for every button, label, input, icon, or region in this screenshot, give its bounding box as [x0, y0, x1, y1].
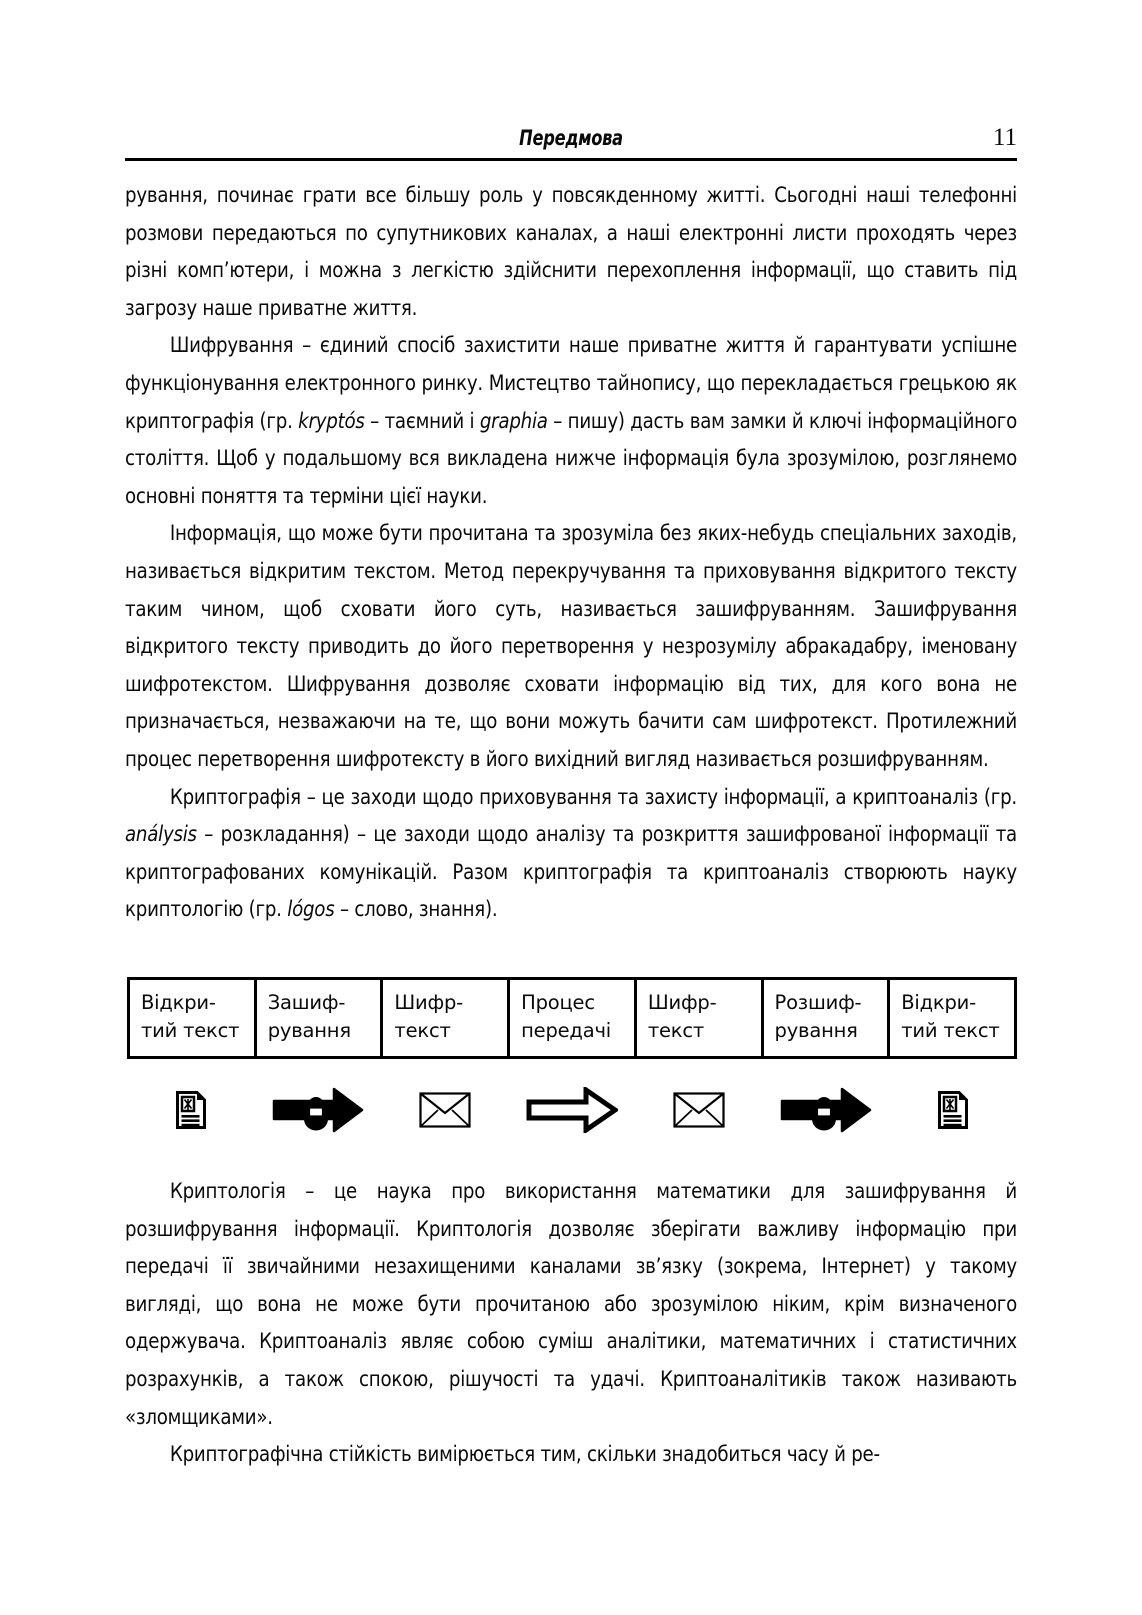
- flow-cell-7: [889, 979, 1016, 1058]
- lock-arrow-icon: [254, 1071, 381, 1149]
- document-icon: [890, 1071, 1017, 1149]
- flow-cell-label-line1: Розшиф-: [774, 991, 862, 1014]
- flow-cell-2: [255, 979, 382, 1058]
- flow-cell-label-line2: рування: [267, 1019, 351, 1042]
- flow-label-table: [127, 977, 1017, 1059]
- foreign-term: análysis: [125, 821, 197, 847]
- flow-cell-1: [129, 979, 256, 1058]
- document-icon: [127, 1071, 254, 1149]
- paragraph: Криптографічна стійкість вимірюється тим, скільки знадобиться часу й ре-: [169, 1441, 880, 1467]
- flow-cell-label-line2: передачі: [521, 1019, 612, 1042]
- flow-cell-label-line1: Відкри-: [901, 991, 976, 1014]
- flow-cell-label-line1: Зашиф-: [267, 991, 346, 1014]
- encryption-flow-diagram: [127, 977, 1017, 1149]
- arrow-right-icon: [508, 1071, 635, 1149]
- flow-cell-label-line2: текст: [647, 1019, 705, 1042]
- flow-cell-label-line1: Шифр-: [647, 991, 717, 1014]
- flow-icon-row: [127, 1071, 1017, 1149]
- envelope-icon: [381, 1071, 508, 1149]
- table-row: [129, 979, 1016, 1058]
- foreign-term: graphia: [479, 407, 548, 433]
- flow-cell-5: [635, 979, 762, 1058]
- flow-cell-label-line1: Відкри-: [141, 991, 216, 1014]
- envelope-icon: [636, 1071, 763, 1149]
- body-text-lower: [125, 1172, 1017, 1473]
- flow-cell-3: [382, 979, 509, 1058]
- flow-cell-label-line2: рування: [774, 1019, 858, 1042]
- flow-cell-label-line2: тий текст: [141, 1019, 240, 1042]
- paragraph: Криптологія – це наука про використання математики для зашифрування й розшифрування інформації. Криптологія дозволяє зберігати важливу інформацію при передачі її звичайними незахищеними каналами зв’язку (зокрема, Інтернет) у такому вигляді, що вона не може бути прочитаною або зрозумілою ніким, крім визначеного одержувача. Криптоаналіз являє собою суміш аналітики, математичних і статистичних розрахунків, а також спокою, рішучості та удачі. Криптоаналітиків також називають «зломщиками».: [125, 1178, 1017, 1429]
- flow-cell-label-line2: текст: [394, 1019, 451, 1042]
- flow-cell-label-line1: Шифр-: [394, 991, 464, 1014]
- paragraph: рування, починає грати все більшу роль у повсякденному житті. Сьогодні наші телефонні розмови передаються по супутникових каналах, а наші електронні листи проходять через різні комп’ютери, і можна з легкістю здійснити перехоплення інформації, що ставить під загрозу наше приватне життя.: [125, 182, 1017, 320]
- header-divider: [125, 158, 1017, 161]
- paragraph: Шифрування – єдиний спосіб захистити наше приватне життя й гарантувати успішне функціонування електронного ринку. Мистецтво тайнопису, що перекладається грецькою як криптографія (гр. kryptós – таємний і graphia – пишу) дасть вам замки й ключі інформаційного століття. Щоб у подальшому вся викладена нижче інформація була зрозумілою, розглянемо основні поняття та терміни цієї науки.: [125, 332, 1017, 508]
- flow-cell-4: [509, 979, 636, 1058]
- foreign-term: kryptós: [298, 407, 365, 433]
- flow-cell-6: [762, 979, 889, 1058]
- flow-cell-label-line2: тий текст: [901, 1019, 1000, 1042]
- foreign-term: lógos: [287, 896, 335, 922]
- lock-arrow-icon: [763, 1071, 890, 1149]
- flow-cell-label-line1: Процес: [521, 991, 595, 1014]
- paragraph: Інформація, що може бути прочитана та зрозуміла без яких-небудь спеціальних заходів, називається відкритим текстом. Метод перекручування та приховування відкритого тексту таким чином, щоб сховати його суть, називається зашифруванням. Зашифрування відкритого тексту приводить до його перетворення у незрозумілу абракадабру, іменовану шифротекстом. Шифрування дозволяє сховати інформацію від тих, для кого вона не призначається, незважаючи на те, що вони можуть бачити сам шифротекст. Протилежний процес перетворення шифротексту в його вихідний вигляд називається розшифруванням.: [125, 520, 1017, 771]
- paragraph: Криптографія – це заходи щодо приховування та захисту інформації, а криптоаналіз (гр. análysis – розкладання) – це заходи щодо аналізу та розкриття зашифрованої інформації та криптографованих комунікацій. Разом криптографія та криптоаналіз створюють науку криптологію (гр. lógos – слово, знання).: [125, 783, 1017, 922]
- page-number: 11: [992, 124, 1017, 151]
- running-head-title: Передмова: [519, 126, 623, 150]
- running-head: [125, 126, 1017, 160]
- body-text-upper: [125, 176, 1017, 928]
